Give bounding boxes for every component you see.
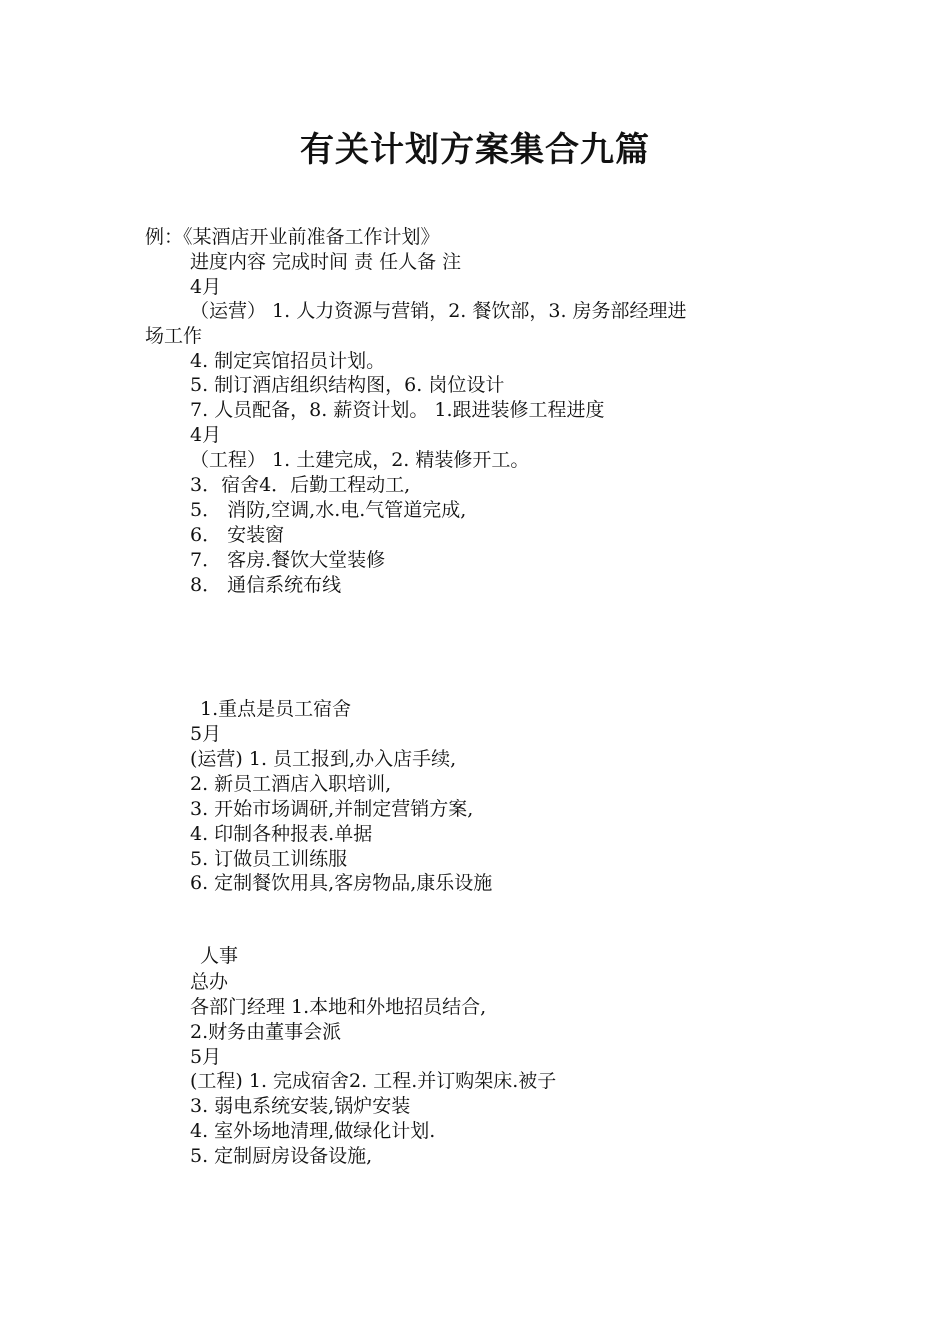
text-line: 6. 定制餐饮用具,客房物品,康乐设施 xyxy=(190,872,493,894)
text-line: 4. 印制各种报表.单据 xyxy=(190,823,373,845)
text-line: 5月 xyxy=(190,1046,222,1068)
text-line: 3．宿舍4．后勤工程动工, xyxy=(190,474,411,496)
text-line: 6． 安装窗 xyxy=(190,524,285,546)
text-line: 3. 开始市场调研,并制定营销方案, xyxy=(190,798,474,820)
text-line: 5月 xyxy=(190,723,222,745)
text-line: 7． 客房.餐饮大堂装修 xyxy=(190,549,386,571)
text-line: （工程） 1. 土建完成，2. 精装修开工。 xyxy=(190,449,530,471)
text-line: 2. 新员工酒店入职培训, xyxy=(190,773,392,795)
text-line: 4月 xyxy=(190,424,222,446)
text-line: 各部门经理 1.本地和外地招员结合, xyxy=(190,996,487,1018)
text-line: 4. 室外场地清理,做绿化计划. xyxy=(190,1120,436,1142)
text-line: 2.财务由董事会派 xyxy=(190,1021,342,1043)
text-line: (工程) 1. 完成宿舍2. 工程.并订购架床.被子 xyxy=(190,1070,557,1092)
text-line: 场工作 xyxy=(145,325,203,347)
text-line: （运营） 1. 人力资源与营销，2. 餐饮部，3. 房务部经理进 xyxy=(190,300,687,322)
text-line: 5． 消防,空调,水.电.气管道完成, xyxy=(190,499,467,521)
text-line: 1.重点是员工宿舍 xyxy=(200,698,352,720)
text-line: 5. 订做员工训练服 xyxy=(190,848,348,870)
text-line: 5. 制订酒店组织结构图，6. 岗位设计 xyxy=(190,374,505,396)
text-line: 人事 xyxy=(200,945,239,967)
text-line: 3. 弱电系统安装,锅炉安装 xyxy=(190,1095,411,1117)
text-line: 进度内容 完成时间 责 任人备 注 xyxy=(190,251,462,273)
text-line: (运营) 1. 员工报到,办入店手续, xyxy=(190,748,457,770)
text-line: 5. 定制厨房设备设施, xyxy=(190,1145,373,1167)
text-line: 4. 制定宾馆招员计划。 xyxy=(190,350,386,372)
text-line: 4月 xyxy=(190,276,222,298)
text-line: 例：《某酒店开业前准备工作计划》 xyxy=(145,226,440,248)
text-line: 总办 xyxy=(190,971,229,993)
document-title: 有关计划方案集合九篇 xyxy=(300,130,650,170)
text-line: 8． 通信系统布线 xyxy=(190,574,342,596)
text-line: 7. 人员配备，8. 薪资计划。 1.跟进装修工程进度 xyxy=(190,399,605,421)
